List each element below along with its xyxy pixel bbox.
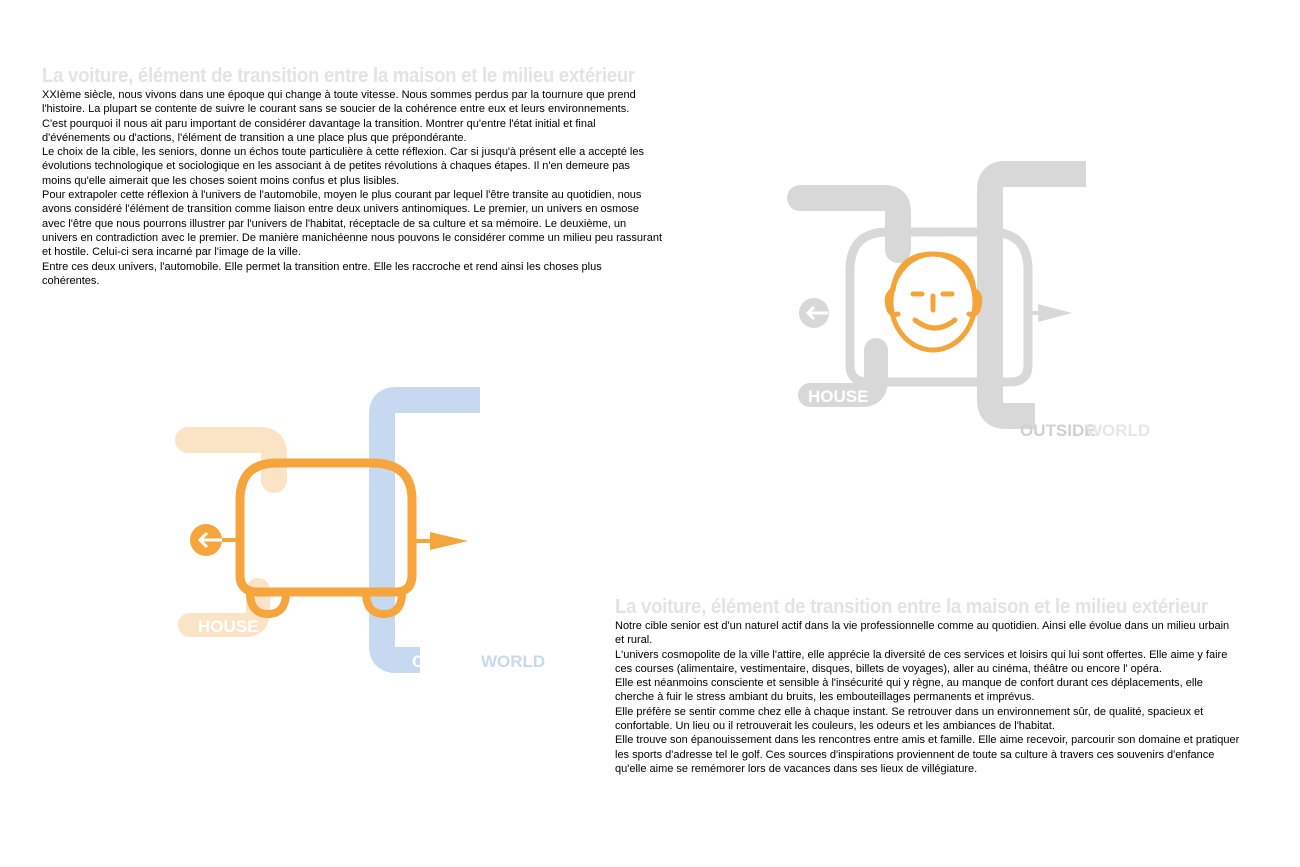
paragraph: C'est pourquoi il nous ait paru important de considérer davantage la transition. Montrer qu'entre l'état initial et final d'événements ou d'actions, l'élément de transition a une place plus que prépondérante. bbox=[42, 117, 596, 144]
car-outline-icon bbox=[180, 380, 550, 680]
paragraph: Le choix de la cible, les seniors, donne un échos toute particulière à cette réflexion. Car si jusqu'à présent elle a accepté les évolutions technologique et sociologique en les associant à de petites révolutions à chaques étapes. Il n'en demeure pas moins qu'elle aimerait que les choses soient moins confus et plus lisibles. bbox=[42, 146, 644, 187]
section-heading: La voiture, élément de transition entre la maison et le milieu extérieur bbox=[615, 596, 1208, 618]
outside-world-path-shape bbox=[382, 400, 480, 660]
house-label: HOUSE bbox=[808, 387, 869, 406]
right-arrow-icon bbox=[1038, 304, 1072, 322]
intro-text-block bbox=[42, 64, 662, 288]
paragraph: L'univers cosmopolite de la ville l'attire, elle apprécie la diversité de ces services et loisirs qui lui sont offertes. Elle aime y faire ces courses (alimentaire, vestimentaire, disques, billets de voyages), aller au cinéma, théâtre ou encore l' opéra. bbox=[615, 648, 1228, 675]
paragraph: Elle préfère se sentir comme chez elle à chaque instant. Se retrouver dans un environnement sûr, de qualité, spacieux et confortable. Un lieu ou il retrouverait les couleurs, les odeurs et les ambiances de l'habitat. bbox=[615, 705, 1204, 733]
paragraph: Entre ces deux univers, l'automobile. Elle permet la transition entre. Elle les raccroche et rend ainsi les choses plus cohérentes. bbox=[42, 260, 602, 287]
outside-label: OUTSIDE bbox=[412, 652, 488, 671]
target-text-block bbox=[615, 595, 1240, 776]
world-label: WORLD bbox=[481, 652, 546, 671]
smiling-face-icon bbox=[887, 254, 980, 350]
paragraph: Elle est néanmoins consciente et sensible à l'insécurité qui y règne, au manque de confort durant ces déplacements, elle cherche à fuir le stress ambiant du bruits, les embouteillages permanents et imprévus. bbox=[615, 677, 1203, 704]
right-arrow-icon bbox=[430, 532, 468, 550]
paragraph: XXIème siècle, nous vivons dans une époque qui change à toute vitesse. Nous sommes perdus par la tournure que prend l'histoire. La plupart se contente de suivre le courant sans se soucier de la cohérence entre eux et leurs environnements. bbox=[42, 89, 636, 116]
paragraph: Pour extrapoler cette réflexion à l'univers de l'automobile, moyen le plus courant par lequel l'être transite au quotidien, nous avons considéré l'élément de transition comme liaison entre deux univers antinomiques. Le premier, un univers en osmose avec l'être que nous pourrons illustrer par l'univers de l'habitat, réceptacle de sa culture et sa mémoire. Le deuxième, un univers en contradiction avec le premier. De manière manichéenne nous pouvons le considérer comme un milieu peu rassurant et hostile. Celui-ci sera incarné par l'image de la ville. bbox=[42, 189, 662, 259]
house-path-shape bbox=[188, 440, 274, 480]
paragraph: Notre cible senior est d'un naturel actif dans la vie professionnelle comme au quotidien. Ainsi elle évolue dans un milieu urbain et rural. bbox=[615, 620, 1230, 647]
paragraph: Elle trouve son épanouissement dans les rencontres entre amis et famille. Elle aime recevoir, parcourir son domaine et pratiquer les sports d'adresse tel le golf. Ces sources d'inspirations proviennent de toute sa culture à travers ces souvenirs d'enfance qu'elle aime se remémorer lors de vacances dans ses lieux de villégiature. bbox=[615, 734, 1240, 775]
section-heading: La voiture, élément de transition entre la maison et le milieu extérieur bbox=[42, 65, 635, 87]
house-path-shape bbox=[800, 198, 898, 250]
car-with-smiling-face-icon bbox=[780, 150, 1160, 450]
outside-label: OUTSIDE bbox=[1020, 421, 1096, 440]
world-label: WORLD bbox=[1086, 421, 1151, 440]
house-label: HOUSE bbox=[198, 617, 259, 636]
